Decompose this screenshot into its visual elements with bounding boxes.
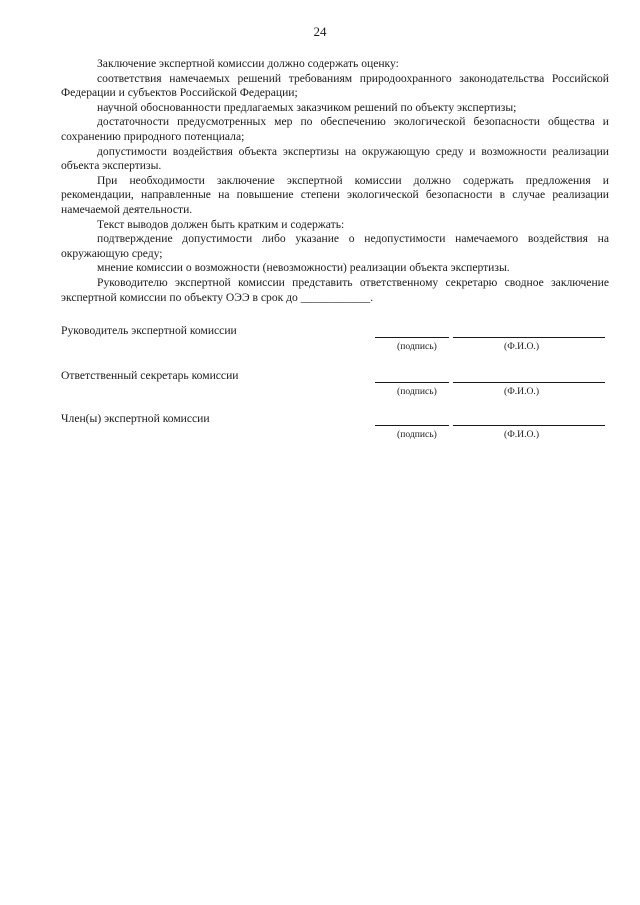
paragraph-compliance: соответствия намечаемых решений требованиям природоохранного законодательства Российской Федерации и субъектов Российской Федерации;	[61, 71, 609, 100]
signature-label: Член(ы) экспертной комиссии	[61, 412, 210, 425]
signature-row-secretary	[61, 369, 609, 403]
paragraph-recommendations: При необходимости заключение экспертной комиссии должно содержать предложения и рекомендации, направленные на повышение степени экологической безопасности в случае реализации намечаемой деятельности.	[61, 173, 609, 216]
name-hint: (Ф.И.О.)	[504, 429, 540, 440]
name-hint: (Ф.И.О.)	[504, 386, 540, 397]
signature-row-members	[61, 412, 609, 446]
paragraph-confirmation: подтверждение допустимости либо указание о недопустимости намечаемого воздействия на окружающую среду;	[61, 232, 609, 260]
name-hint: (Ф.И.О.)	[504, 341, 540, 352]
name-line	[453, 425, 605, 426]
paragraph-opinion: мнение комиссии о возможности (невозможности) реализации объекта экспертизы.	[97, 261, 510, 275]
name-line	[453, 382, 605, 383]
paragraph-intro: Заключение экспертной комиссии должно содержать оценку:	[97, 57, 399, 70]
signature-line	[375, 382, 449, 383]
signature-line	[375, 337, 449, 338]
page-number: 24	[313, 24, 327, 39]
signature-row-head	[61, 324, 609, 358]
signature-line	[375, 425, 449, 426]
paragraph-deadline: Руководителю экспертной комиссии представить ответственному секретарю сводное заключение экспертной комиссии по объекту ОЭЭ в срок до ____________.	[61, 275, 609, 304]
paragraph-conclusions-text: Текст выводов должен быть кратким и содержать:	[97, 217, 345, 231]
signature-hint: (подпись)	[397, 341, 437, 352]
signature-hint: (подпись)	[397, 386, 437, 397]
paragraph-scientific-validity: научной обоснованности предлагаемых заказчиком решений по объекту экспертизы;	[97, 100, 517, 114]
signature-hint: (подпись)	[397, 429, 437, 440]
name-line	[453, 337, 605, 338]
signature-label: Руководитель экспертной комиссии	[61, 324, 237, 337]
paragraph-admissibility: допустимости воздействия объекта экспертизы на окружающую среду и возможности реализации объекта экспертизы.	[61, 144, 609, 173]
document-body	[61, 57, 609, 305]
paragraph-sufficiency: достаточности предусмотренных мер по обеспечению экологической безопасности общества и сохранению природного потенциала;	[61, 115, 609, 143]
signature-label: Ответственный секретарь комиссии	[61, 369, 239, 382]
